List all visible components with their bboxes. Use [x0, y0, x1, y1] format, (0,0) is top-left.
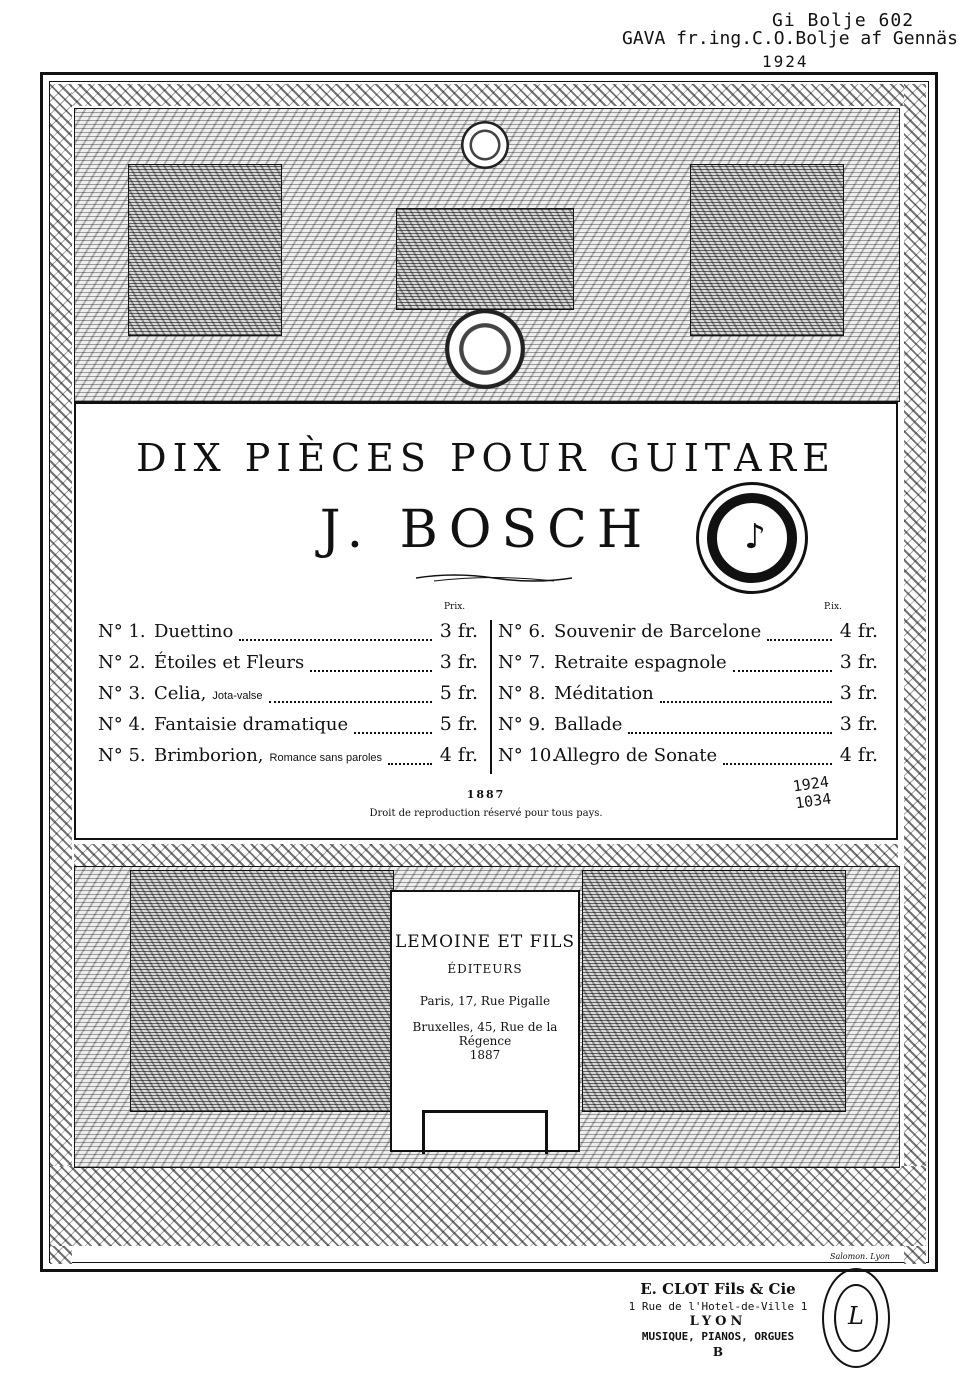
piece-subtitle: Jota-valse: [212, 690, 263, 702]
dot-leader: [239, 638, 432, 641]
piece-title: Celia,: [154, 683, 207, 704]
dealer-city: LYON: [689, 1314, 747, 1329]
handwritten-line: 1034: [794, 789, 833, 813]
piece-title: Retraite espagnole: [554, 652, 727, 673]
piece-price: 5 fr.: [439, 713, 478, 735]
dealer-stamp: [618, 1280, 818, 1359]
piece-title: Méditation: [554, 683, 654, 704]
composer-name: J. BOSCH: [319, 500, 653, 560]
piece-column-right: [498, 620, 878, 775]
library-mark-shelf: Gi Bolje 602: [772, 10, 915, 31]
publisher-role: ÉDITEURS: [447, 962, 523, 976]
dot-leader: [354, 731, 432, 734]
dot-leader: [723, 762, 832, 765]
piece-row: [98, 682, 478, 713]
dealer-street: 1 Rue de l'Hotel-de-Ville 1: [628, 1300, 808, 1313]
publication-year: 1887: [466, 788, 506, 801]
dealer-name: E. CLOT Fils & Cie: [640, 1280, 796, 1298]
piece-row: [98, 744, 478, 775]
piece-number: N° 8.: [498, 683, 546, 704]
vase-ornament: [435, 299, 535, 399]
dot-leader: [269, 700, 432, 703]
title-panel: [74, 402, 898, 840]
piece-price: 4 fr.: [439, 744, 478, 766]
piece-price: 3 fr.: [839, 682, 878, 704]
price-header-right: P.ix.: [824, 602, 842, 612]
piece-price: 5 fr.: [439, 682, 478, 704]
piece-price: 3 fr.: [839, 651, 878, 673]
piece-row: [498, 651, 878, 682]
rosette-ornament: [455, 115, 515, 175]
piece-title: Ballade: [554, 714, 623, 735]
library-mark-year: 1924: [762, 52, 809, 71]
piece-row: [498, 620, 878, 651]
dealer-letter: B: [712, 1345, 724, 1359]
dot-leader: [733, 669, 832, 672]
column-divider: [490, 620, 492, 774]
publisher-box-pedestal: [422, 1110, 548, 1154]
piece-number: N° 4.: [98, 714, 146, 735]
piece-title: Étoiles et Fleurs: [154, 652, 305, 673]
piece-price: 3 fr.: [439, 651, 478, 673]
publisher-year: 1887: [469, 1048, 501, 1062]
piece-title: Allegro de Sonate: [554, 745, 718, 766]
piece-price: 4 fr.: [839, 620, 878, 642]
library-mark-donation: GAVA fr.ing.C.O.Bolje af Gennäs: [622, 28, 958, 49]
title-flourish: [414, 570, 574, 584]
seal-monogram: L: [848, 1302, 864, 1330]
dot-leader: [660, 700, 832, 703]
handwritten-accession: [792, 774, 833, 813]
piece-title: Brimborion,: [154, 745, 264, 766]
piece-price: 3 fr.: [839, 713, 878, 735]
left-border-ornament: [50, 84, 72, 1264]
piece-price: 3 fr.: [439, 620, 478, 642]
harp-scene-engraving: [130, 870, 394, 1112]
dealer-goods: MUSIQUE, PIANOS, ORGUES: [641, 1330, 795, 1343]
piece-subtitle: Romance sans paroles: [269, 752, 383, 764]
handwritten-line: 1924: [791, 772, 830, 796]
piece-number: N° 9.: [498, 714, 546, 735]
middle-border-ornament: [74, 844, 898, 866]
piece-row: [498, 713, 878, 744]
publisher-name: LEMOINE ET FILS: [394, 932, 576, 952]
main-title: DIX PIÈCES POUR GUITARE: [136, 436, 836, 480]
dot-leader: [388, 762, 432, 765]
piece-list: [96, 620, 880, 780]
piece-price: 4 fr.: [839, 744, 878, 766]
piece-row: [498, 682, 878, 713]
piece-row: [98, 651, 478, 682]
dot-leader: [310, 669, 432, 672]
right-border-ornament: [904, 84, 926, 1264]
library-stamp: [696, 482, 808, 594]
piece-number: N° 6.: [498, 621, 546, 642]
piece-number: N° 10.: [498, 745, 558, 766]
piece-column-left: [98, 620, 478, 775]
piece-number: N° 3.: [98, 683, 146, 704]
piece-number: N° 5.: [98, 745, 146, 766]
rights-notice: Droit de reproduction réservé pour tous pays.: [369, 808, 603, 819]
piece-row: [98, 713, 478, 744]
dot-leader: [767, 638, 832, 641]
piece-row: [498, 744, 878, 775]
dot-leader: [628, 731, 832, 734]
price-header-left: Prix.: [444, 602, 466, 612]
engraver-signature: Salomon. Lyon: [830, 1252, 890, 1261]
lemoine-seal: [822, 1268, 890, 1368]
top-border-ornament: [50, 84, 926, 106]
piece-row: [98, 620, 478, 651]
bottom-border-ornament: [50, 1166, 926, 1246]
piece-number: N° 7.: [498, 652, 546, 673]
griffin-engraving-right: [690, 164, 844, 336]
griffin-engraving-left: [128, 164, 282, 336]
piece-number: N° 1.: [98, 621, 146, 642]
piece-title: Souvenir de Barcelone: [554, 621, 762, 642]
piece-number: N° 2.: [98, 652, 146, 673]
publisher-box: [390, 890, 580, 1152]
lyre-engraving: [396, 208, 574, 310]
piano-scene-engraving: [582, 870, 846, 1112]
piece-title: Fantaisie dramatique: [154, 714, 349, 735]
publisher-brussels-address: Bruxelles, 45, Rue de la Régence: [412, 1020, 558, 1048]
lyre-icon: ♪: [744, 517, 766, 557]
publisher-paris-address: Paris, 17, Rue Pigalle: [419, 994, 551, 1008]
piece-title: Duettino: [154, 621, 234, 642]
